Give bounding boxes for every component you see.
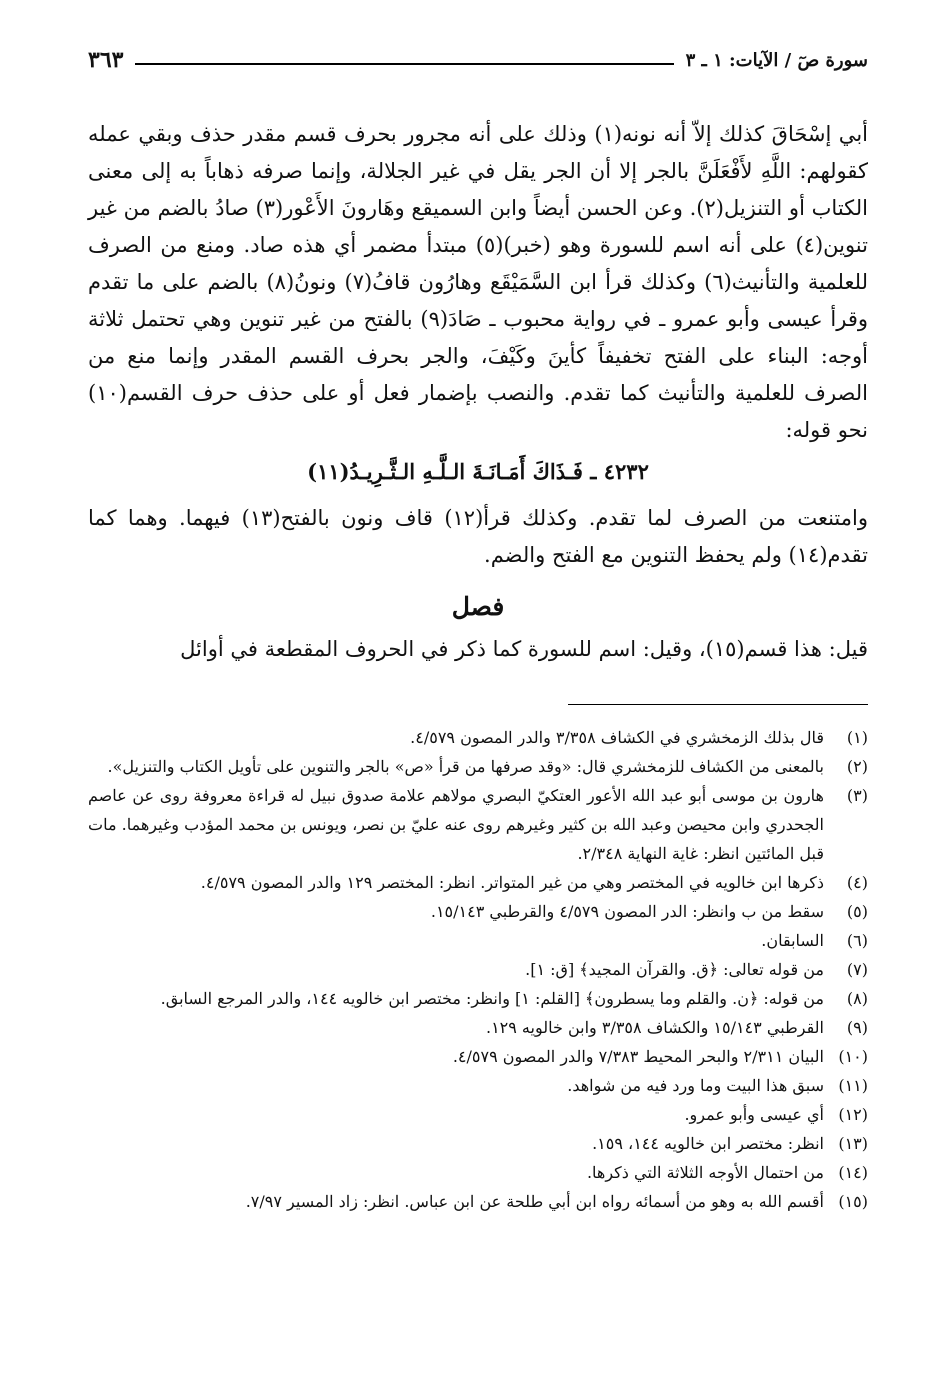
- page-number: ٣٦٣: [88, 47, 124, 73]
- footnote-text: من احتمال الأوجه الثلاثة التي ذكرها.: [586, 1163, 824, 1182]
- footnote-separator: [568, 704, 868, 705]
- footnote-number: (١٤): [838, 1163, 868, 1182]
- footnote: [88, 1100, 868, 1129]
- footnote-text: هارون بن موسى أبو عبد الله الأعور العتكيّ البصري مولاهم علامة صدوق نبيل له قراءة معروفة روى عن عاصم الجحدري وابن محيصن وعبد الله بن كثير وغيرهم روى عنه عليّ بن نصر، ويونس بن محمد المؤدب وغيرهما. مات قبل المائتين انظر: غاية النهاية ٢/٣٤٨.: [88, 786, 824, 863]
- footnote: [88, 926, 868, 955]
- footnote: [88, 1129, 868, 1158]
- paragraph-1: أبي إسْحَاقَ كذلك إلاّ أنه نونه(١) وذلك على أنه مجرور بحرف قسم مقدر حذف وبقي عمله كقولهم: اللَّهِ لأَفْعَلَنَّ بالجر إلا أن الجر يقل في غير الجلالة، وإنما صرفه ذهاباً به إلى معنى الكتاب أو التنزيل(٢). وعن الحسن أيضاً وابن السميقع وهَارونَ الأَعْور(٣) صادُ بالضم من غير تنوين(٤) على أنه اسم للسورة وهو (خبر)(٥) مبتدأ مضمر أي هذه صاد. ومنع من الصرف للعلمية والتأنيث(٦) وكذلك قرأ ابن السَّمَيْقَع وهارُون قافُ(٧) ونونُ(٨) بالضم على ما تقدم وقرأ عيسى وأبو عمرو ـ في رواية محبوب ـ صَادَ(٩) بالفتح من غير تنوين وهي تحتمل ثلاثة أوجه: البناء على الفتح تخفيفاً كأينَ وكَيْفَ، والجر بحرف القسم المقدر وإنما منع من الصرف للعلمية والتأنيث كما تقدم. والنصب بإضمار فعل أو على حذف حرف القسم(١٠) نحو قوله:: [88, 122, 869, 442]
- footnote-number: (٧): [846, 960, 868, 979]
- footnote: [88, 1187, 868, 1216]
- footnote-number: (٢): [846, 757, 868, 776]
- paragraph-2: وامتنعت من الصرف لما تقدم. وكذلك قرأ(١٢) قاف ونون بالفتح(١٣) فيهما. وهما كما تقدم(١٤) ولم يحفظ التنوين مع الفتح والضم.: [88, 506, 868, 567]
- footnote-number: (١٠): [838, 1047, 868, 1066]
- footnote-number: (١١): [838, 1076, 868, 1095]
- footnote-text: قال بذلك الزمخشري في الكشاف ٣/٣٥٨ والدر المصون ٤/٥٧٩.: [410, 728, 824, 747]
- paragraph-3: قيل: هذا قسم(١٥)، وقيل: اسم للسورة كما ذكر في الحروف المقطعة في أوائل: [180, 637, 868, 661]
- footnote-number: (١): [846, 728, 868, 747]
- poetry-verse: ٤٢٣٢ ـ فَـذَاكَ أَمَـانَـةَ الـلَّـهِ الـثَّـرِيـدُ(١١): [307, 459, 649, 484]
- footnote-number: (٩): [846, 1018, 868, 1037]
- footnote: [88, 897, 868, 926]
- footnote-text: ذكرها ابن خالويه في المختصر وهي من غير المتواتر. انظر: المختصر ١٢٩ والدر المصون ٤/٥٧٩.: [200, 873, 824, 892]
- footnote-text: أقسم الله به وهو من أسمائه رواه ابن أبي طلحة عن ابن عباس. انظر: زاد المسير ٧/٩٧.: [245, 1192, 824, 1211]
- footnote-number: (١٢): [838, 1105, 868, 1124]
- footnote-text: السابقان.: [761, 931, 824, 950]
- footnote: [88, 1013, 868, 1042]
- footnote: [88, 1071, 868, 1100]
- book-page: [88, 40, 868, 1216]
- footnote-number: (٦): [846, 931, 868, 950]
- footnote-number: (٨): [846, 989, 868, 1008]
- section-heading: فصل: [451, 592, 505, 621]
- footnote-text: أي عيسى وأبو عمرو.: [684, 1105, 824, 1124]
- footnote: [88, 955, 868, 984]
- footnote: [88, 984, 868, 1013]
- footnotes: [88, 723, 868, 1216]
- footnote-number: (٣): [846, 786, 868, 805]
- footnote-number: (١٣): [838, 1134, 868, 1153]
- footnote-number: (٤): [846, 873, 868, 892]
- header-title: سورة صٓ / الآيات: ١ ـ ٣: [685, 49, 868, 71]
- footnote-text: سقط من ب وانظر: الدر المصون ٤/٥٧٩ والقرطبي ١٥/١٤٣.: [430, 902, 824, 921]
- footnote: [88, 1042, 868, 1071]
- footnote-text: القرطبي ١٥/١٤٣ والكشاف ٣/٣٥٨ وابن خالويه ١٢٩.: [485, 1018, 824, 1037]
- footnote-number: (١٥): [838, 1192, 868, 1211]
- footnote-text: انظر: مختصر ابن خالويه ١٤٤، ١٥٩.: [592, 1134, 824, 1153]
- footnote-number: (٥): [846, 902, 868, 921]
- footnote: [88, 868, 868, 897]
- footnote-text: البيان ٢/٣١١ والبحر المحيط ٧/٣٨٣ والدر المصون ٤/٥٧٩.: [452, 1047, 824, 1066]
- footnote-text: من قوله: ﴿ن. والقلم وما يسطرون﴾ [القلم: ١] وانظر: مختصر ابن خالويه ١٤٤، والدر المرجع السابق.: [160, 989, 824, 1008]
- header-rule: [135, 63, 673, 65]
- footnote: [88, 752, 868, 781]
- main-text: [88, 116, 868, 668]
- footnote-text: سبق هذا البيت وما ورد فيه من شواهد.: [567, 1076, 824, 1095]
- footnote: [88, 1158, 868, 1187]
- footnote: [88, 723, 868, 752]
- footnote-text: من قوله تعالى: ﴿ق. والقرآن المجيد﴾ [ق: ١].: [525, 960, 824, 979]
- running-header: [88, 40, 868, 80]
- footnote: [88, 781, 868, 868]
- footnote-text: بالمعنى من الكشاف للزمخشري قال: «وقد صرفها من قرأ «ص» بالجر والتنوين على تأويل الكتاب والتنزيل».: [107, 757, 824, 776]
